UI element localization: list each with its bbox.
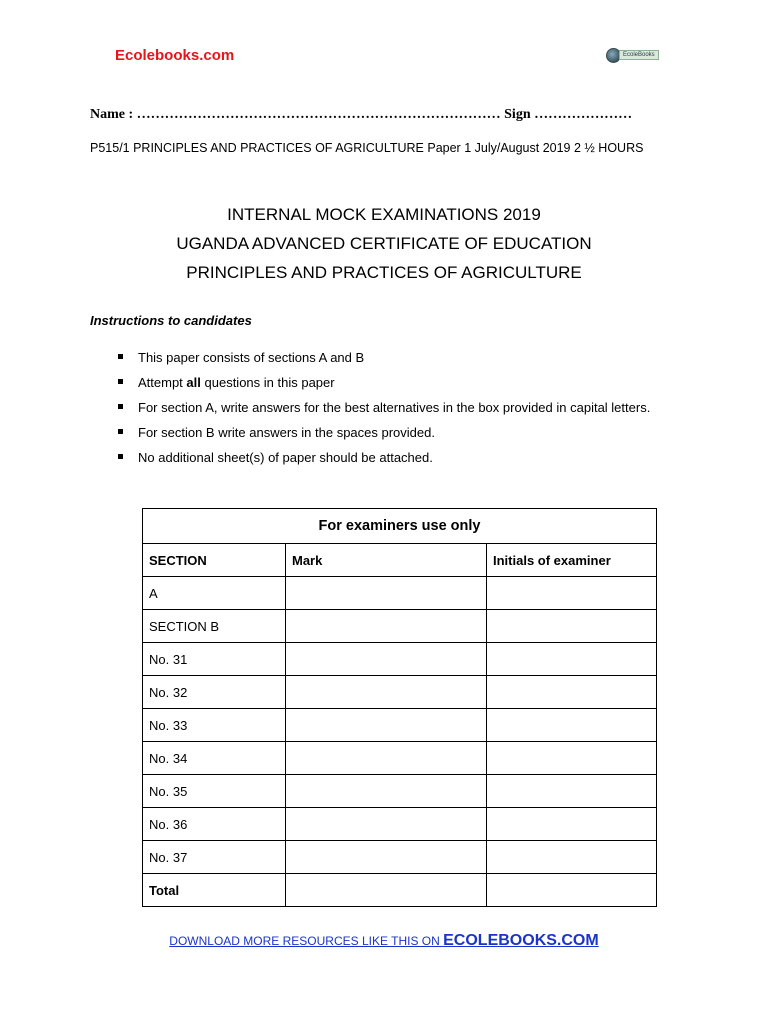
instruction-item: No additional sheet(s) of paper should be attached.	[118, 448, 658, 467]
table-row	[143, 577, 657, 610]
initials-cell	[487, 709, 657, 742]
instruction-item: This paper consists of sections A and B	[118, 348, 658, 367]
logo-text: EcoleBooks	[619, 50, 659, 60]
table-row	[143, 643, 657, 676]
bullet-icon	[118, 454, 123, 459]
row-label: No. 33	[143, 709, 286, 742]
exam-title: INTERNAL MOCK EXAMINATIONS 2019	[227, 205, 541, 224]
footer-prefix: DOWNLOAD MORE RESOURCES LIKE THIS ON	[169, 934, 444, 948]
row-label: No. 34	[143, 742, 286, 775]
emphasis-all: all	[186, 375, 201, 390]
mark-cell	[286, 874, 487, 907]
initials-cell	[487, 775, 657, 808]
subject-title: PRINCIPLES AND PRACTICES OF AGRICULTURE	[186, 263, 582, 282]
initials-cell	[487, 577, 657, 610]
certificate-title: UGANDA ADVANCED CERTIFICATE OF EDUCATION	[176, 234, 592, 253]
row-label-total: Total	[143, 874, 286, 907]
mark-cell	[286, 742, 487, 775]
row-label: SECTION B	[143, 610, 286, 643]
table-row	[143, 709, 657, 742]
bullet-icon	[118, 404, 123, 409]
initials-cell	[487, 610, 657, 643]
table-row	[143, 610, 657, 643]
mark-cell	[286, 709, 487, 742]
row-label: No. 31	[143, 643, 286, 676]
table-row	[143, 676, 657, 709]
header-section: SECTION	[143, 544, 286, 577]
table-row-total	[143, 874, 657, 907]
instruction-item: For section A, write answers for the best alternatives in the box provided in capital letters.	[118, 398, 658, 417]
bullet-icon	[118, 379, 123, 384]
instructions-heading: Instructions to candidates	[90, 313, 252, 328]
bullet-icon	[118, 429, 123, 434]
initials-cell	[487, 643, 657, 676]
row-label: No. 37	[143, 841, 286, 874]
instructions-list	[118, 348, 658, 473]
initials-cell	[487, 874, 657, 907]
table-row	[143, 808, 657, 841]
table-row	[143, 742, 657, 775]
bullet-icon	[118, 354, 123, 359]
row-label: No. 36	[143, 808, 286, 841]
mark-cell	[286, 808, 487, 841]
instruction-item: For section B write answers in the spaces provided.	[118, 423, 658, 442]
row-label: No. 32	[143, 676, 286, 709]
initials-cell	[487, 676, 657, 709]
header-initials: Initials of examiner	[487, 544, 657, 577]
initials-cell	[487, 742, 657, 775]
mark-cell	[286, 643, 487, 676]
table-row	[143, 775, 657, 808]
examiners-table-caption: For examiners use only	[143, 509, 657, 544]
name-sign-line: Name : …………………………………………………………………… Sign …………………	[90, 107, 633, 122]
initials-cell	[487, 841, 657, 874]
download-resources-link[interactable]	[169, 934, 598, 948]
mark-cell	[286, 676, 487, 709]
ecolebooks-link[interactable]: Ecolebooks.com	[115, 47, 235, 64]
footer	[0, 932, 768, 950]
paper-info-line: P515/1 PRINCIPLES AND PRACTICES OF AGRICULTURE Paper 1 July/August 2019 2 ½ HOURS	[90, 141, 644, 155]
mark-cell	[286, 610, 487, 643]
examiners-table	[142, 508, 657, 907]
mark-cell	[286, 841, 487, 874]
instruction-item: Attempt all questions in this paper	[118, 373, 658, 392]
table-row	[143, 841, 657, 874]
row-label: No. 35	[143, 775, 286, 808]
row-label: A	[143, 577, 286, 610]
initials-cell	[487, 808, 657, 841]
ecolebooks-logo	[606, 47, 658, 63]
mark-cell	[286, 577, 487, 610]
mark-cell	[286, 775, 487, 808]
header-mark: Mark	[286, 544, 487, 577]
footer-site: ECOLEBOOKS.COM	[443, 932, 599, 949]
